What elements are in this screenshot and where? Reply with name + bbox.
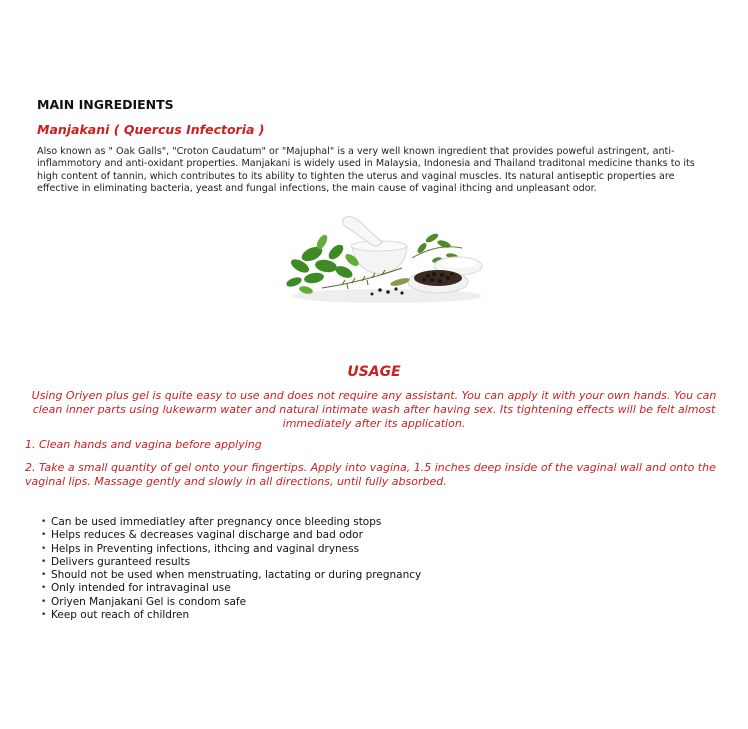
list-item: • Can be used immediatley after pregnancy once bleeding stops (41, 516, 421, 529)
usage-heading: USAGE (347, 364, 401, 380)
list-item: • Helps reduces & decreases vaginal discharge and bad odor (41, 529, 421, 542)
usage-intro: Using Oriyen plus gel is quite easy to use and does not require any assistant. You can apply it with your own hands. You can clean inner parts using lukewarm water and natural intimate wash after having sex. Its tightening effects will be felt almost immediately after its application. (31, 389, 717, 431)
usage-step-2: 2. Take a small quantity of gel onto your fingertips. Apply into vagina, 1.5 inches deep inside of the vaginal wall and onto the vaginal lips. Massage gently and slowly in all directions, until fully absorbed. (25, 461, 716, 488)
ingredient-name: Manjakani ( Quercus Infectoria ) (37, 122, 265, 137)
benefits-list (41, 516, 421, 622)
list-item: • Keep out reach of children (41, 609, 421, 622)
usage-step-1: 1. Clean hands and vagina before applying (25, 438, 262, 451)
list-item: • Oriyen Manjakani Gel is condom safe (41, 596, 421, 609)
list-item: • Should not be used when menstruating, lactating or during pregnancy (41, 569, 421, 582)
list-item: • Only intended for intravaginal use (41, 582, 421, 595)
main-ingredients-heading: MAIN INGREDIENTS (37, 97, 174, 112)
herbs-mortar-pestle-image (282, 208, 492, 308)
list-item: • Delivers guranteed results (41, 556, 421, 569)
ingredient-description: Also known as " Oak Galls", "Croton Caudatum" or "Majuphal" is a very well known ingredient that provides poweful astringent, anti-inflammotory and anti-oxidant properties. Manjakani is widely used in Malaysia, Indonesia and Thailand traditonal medicine thanks to its high content of tannin, which contributes to its ability to tighten the uterus and vaginal muscles. Its natural antiseptic properties are effective in eliminating bacteria, yeast and fungal infections, the main cause of vaginal ithcing and unpleasant odor. (37, 146, 695, 195)
list-item: • Helps in Preventing infections, ithcing and vaginal dryness (41, 543, 421, 556)
